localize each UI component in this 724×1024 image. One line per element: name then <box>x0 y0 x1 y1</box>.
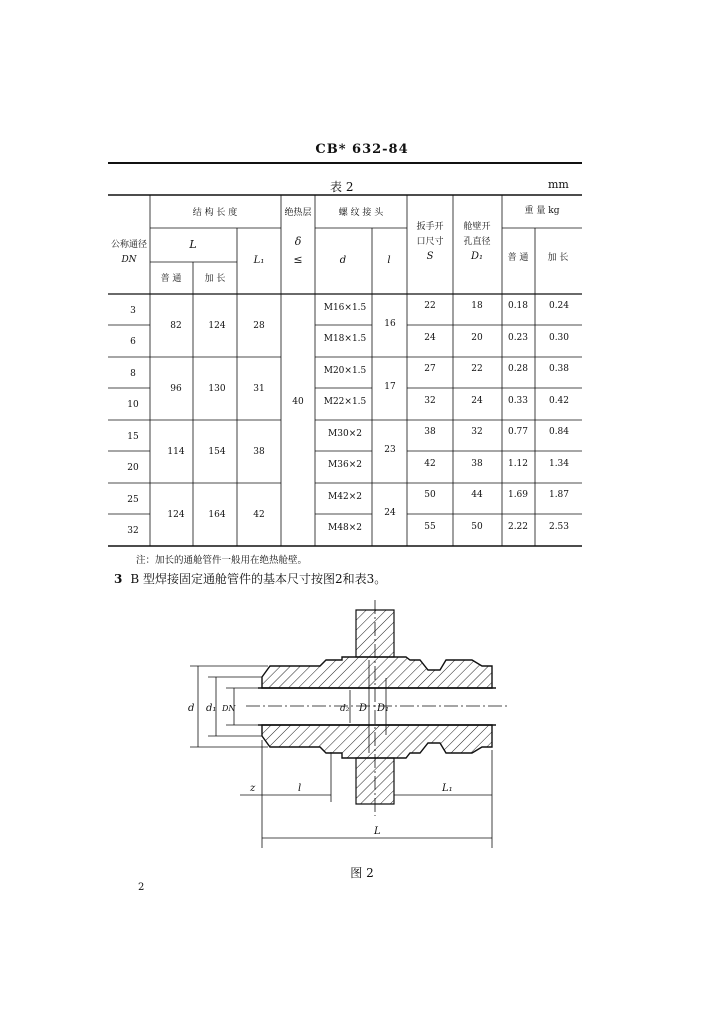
D1-cell: 20 <box>471 333 483 343</box>
L-long-cell: 124 <box>208 321 226 331</box>
thread-l-cell: 16 <box>384 319 396 329</box>
dn-cell: 10 <box>127 400 139 410</box>
L-long-cell: 164 <box>208 510 226 520</box>
label-L: L <box>374 826 381 837</box>
hdr-weight: 重 量 kg <box>524 206 560 216</box>
thread-d-cell: M16×1.5 <box>323 303 367 313</box>
D1-cell: 50 <box>471 522 483 532</box>
hdr-l: l <box>387 255 391 266</box>
hdr-le: ≤ <box>293 253 303 266</box>
label-D1: D₁ <box>377 703 390 714</box>
label-DN: DN <box>222 704 236 713</box>
D1-cell: 24 <box>471 396 483 406</box>
label-d1: d₁ <box>206 703 217 714</box>
w-long-cell: 0.84 <box>548 427 570 437</box>
label-z: z <box>250 783 256 794</box>
w-normal-cell: 0.18 <box>507 301 529 311</box>
w-long-cell: 0.42 <box>548 396 570 406</box>
table-unit: mm <box>548 178 569 191</box>
L1-cell: 38 <box>253 447 265 457</box>
section-text: B 型焊接固定通舱管件的基本尺寸按图2和表3。 <box>130 572 387 586</box>
dn-cell: 15 <box>127 432 139 442</box>
hdr-d: d <box>339 255 347 266</box>
label-L1: L₁ <box>442 783 453 794</box>
dn-cell: 32 <box>127 526 139 536</box>
thread-l-cell: 17 <box>384 382 396 392</box>
hdr-L: L <box>189 238 197 251</box>
hdr-wrench-1: 扳手开 <box>416 222 444 232</box>
w-normal-cell: 0.77 <box>507 427 529 437</box>
section-number: 3 <box>114 572 123 586</box>
thread-d-cell: M20×1.5 <box>323 366 367 376</box>
S-cell: 38 <box>424 427 436 437</box>
D1-cell: 44 <box>471 490 483 500</box>
S-cell: 24 <box>424 333 436 343</box>
hdr-hole-2: 孔直径 <box>463 237 491 247</box>
page-number: 2 <box>138 882 145 893</box>
D1-cell: 38 <box>471 459 483 469</box>
thread-d-cell: M30×2 <box>328 429 362 439</box>
w-normal-cell: 1.69 <box>507 490 529 500</box>
L1-cell: 31 <box>253 384 265 394</box>
hdr-thread: 螺 纹 接 头 <box>338 208 384 218</box>
thread-d-cell: M18×1.5 <box>323 334 367 344</box>
hdr-dn-2: DN <box>121 255 137 265</box>
dn-cell: 20 <box>127 463 139 473</box>
w-normal-cell: 2.22 <box>507 522 529 532</box>
w-normal-cell: 1.12 <box>507 459 529 469</box>
hdr-L-normal: 普 通 <box>160 274 182 284</box>
hdr-dn-1: 公称通径 <box>110 240 148 250</box>
label-d2: d₂ <box>340 704 350 714</box>
hdr-delta: δ <box>294 235 302 248</box>
L1-cell: 42 <box>253 510 265 520</box>
w-normal-cell: 0.23 <box>507 333 529 343</box>
S-cell: 42 <box>424 459 436 469</box>
L-normal-cell: 82 <box>170 321 182 331</box>
w-long-cell: 0.24 <box>548 301 570 311</box>
pipe-wall-lower <box>262 725 492 758</box>
dn-cell: 8 <box>130 369 136 379</box>
figure-caption: 图 2 <box>350 866 374 880</box>
S-cell: 22 <box>424 301 436 311</box>
label-D: D <box>359 703 368 714</box>
thread-l-cell: 24 <box>384 508 396 518</box>
D1-cell: 32 <box>471 427 483 437</box>
table-note: 注：加长的通舱管件一般用在绝热舱壁。 <box>136 555 308 566</box>
hdr-L-long: 加 长 <box>204 274 226 284</box>
thread-l-cell: 23 <box>384 445 396 455</box>
dn-cell: 3 <box>130 306 136 316</box>
L1-cell: 28 <box>253 321 265 331</box>
hdr-hole-1: 舱壁开 <box>463 222 491 232</box>
L-normal-cell: 114 <box>167 447 185 457</box>
L-normal-cell: 96 <box>170 384 182 394</box>
hdr-hole-3: D₁ <box>470 251 484 262</box>
pipe-wall-upper <box>262 657 492 688</box>
S-cell: 50 <box>424 490 436 500</box>
L-normal-cell: 124 <box>167 510 185 520</box>
label-d: d <box>188 703 195 714</box>
thread-d-cell: M36×2 <box>328 460 362 470</box>
D1-cell: 18 <box>471 301 483 311</box>
w-long-cell: 1.87 <box>548 490 570 500</box>
hdr-w-long: 加 长 <box>547 253 569 263</box>
label-l: l <box>298 783 302 794</box>
w-long-cell: 0.30 <box>548 333 570 343</box>
S-cell: 32 <box>424 396 436 406</box>
hdr-L1: L₁ <box>253 255 265 266</box>
table-caption: 表 2 <box>330 180 354 194</box>
hdr-insulation: 绝热层 <box>284 208 312 218</box>
hdr-wrench-3: S <box>426 251 434 262</box>
dn-cell: 25 <box>127 495 139 505</box>
S-cell: 55 <box>424 522 436 532</box>
w-normal-cell: 0.28 <box>507 364 529 374</box>
w-normal-cell: 0.33 <box>507 396 529 406</box>
thread-d-cell: M48×2 <box>328 523 362 533</box>
hdr-struct-length: 结 构 长 度 <box>192 208 238 218</box>
w-long-cell: 2.53 <box>548 522 570 532</box>
fitting-drawing <box>0 580 724 860</box>
hdr-wrench-2: 口尺寸 <box>416 237 444 247</box>
delta-cell: 40 <box>292 397 304 407</box>
w-long-cell: 0.38 <box>548 364 570 374</box>
L-long-cell: 154 <box>208 447 226 457</box>
thread-d-cell: M22×1.5 <box>323 397 367 407</box>
standard-header: CB* 632-84 <box>315 142 409 157</box>
S-cell: 27 <box>424 364 436 374</box>
hdr-w-normal: 普 通 <box>507 253 529 263</box>
L-long-cell: 130 <box>208 384 226 394</box>
D1-cell: 22 <box>471 364 483 374</box>
w-long-cell: 1.34 <box>548 459 570 469</box>
thread-d-cell: M42×2 <box>328 492 362 502</box>
dn-cell: 6 <box>130 337 136 347</box>
